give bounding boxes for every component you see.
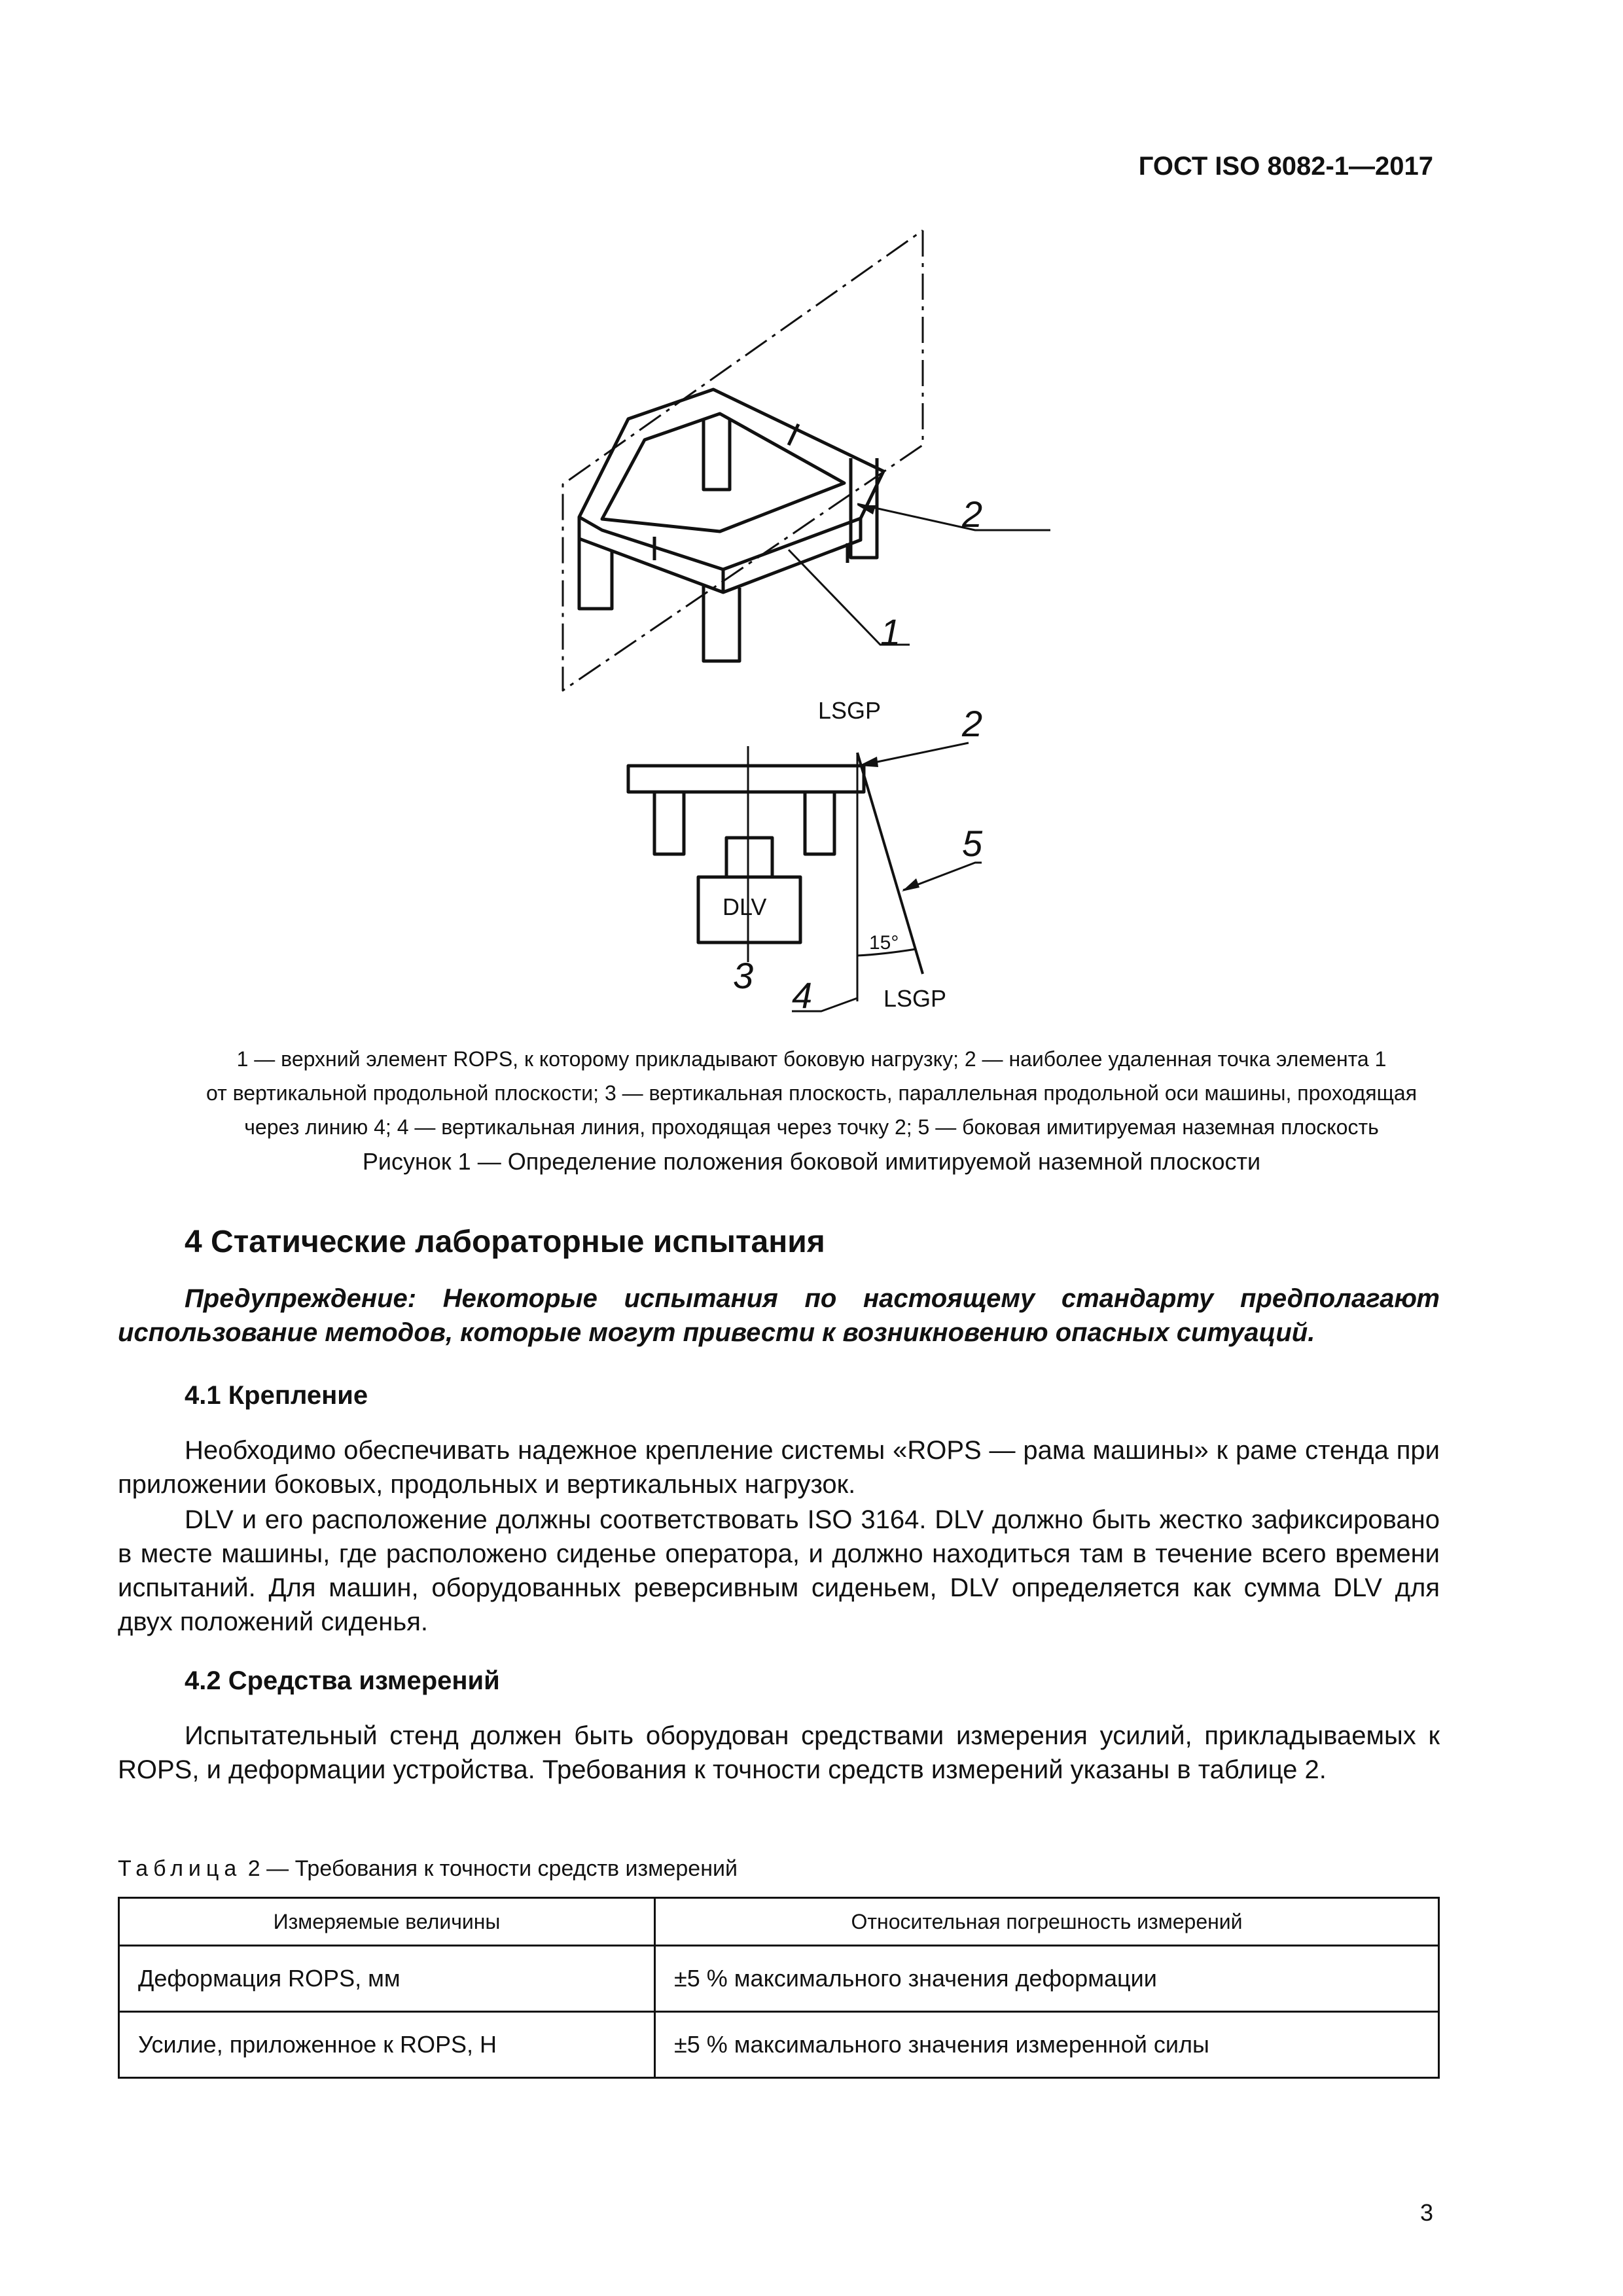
legend-line: через линию 4; 4 — вертикальная линия, проходящая через точку 2; 5 — боковая имитируемая наземная плоскость: [244, 1115, 1379, 1139]
table-header-row: [119, 1898, 1439, 1946]
figure-label-2-top: 2: [962, 493, 983, 535]
table-caption-label: Таблица: [118, 1856, 242, 1881]
table-caption-text: 2 — Требования к точности средств измерений: [247, 1856, 738, 1881]
warning-paragraph: Предупреждение: Некоторые испытания по настоящему стандарту предполагают использование методов, которые могут привести к возникновению опасных ситуаций.: [118, 1284, 1440, 1347]
figure-rops-diagram: [0, 0, 1623, 1034]
table-cell: Деформация ROPS, мм: [119, 1946, 655, 2012]
figure-label-3: 3: [733, 955, 754, 996]
figure-label-lsgp-bottom: LSGP: [883, 985, 947, 1012]
section-4-1-paragraph-2: DLV и его расположение должны соответствовать ISO 3164. DLV должно быть жестко зафиксировано в месте машины, где расположено сиденье оператора, и должно находиться там в течение всего времени испытаний. Для машин, оборудованных реверсивным сиденьем, DLV определяется как сумма DLV для двух положений сиденья.: [118, 1505, 1440, 1636]
figure-label-dlv: DLV: [722, 893, 767, 920]
section-4-1-title: 4.1 Крепление: [185, 1381, 368, 1410]
table-cell: Усилие, приложенное к ROPS, Н: [119, 2012, 655, 2078]
table-caption: [118, 1856, 738, 1882]
document-header: ГОСТ ISO 8082-1—2017: [1138, 152, 1433, 181]
figure-label-4: 4: [792, 975, 813, 1016]
table-row: [119, 1946, 1439, 2012]
figure-legend: [131, 1042, 1492, 1144]
table-cell: ±5 % максимального значения измеренной силы: [655, 2012, 1439, 2078]
table-header-cell: Измеряемые величины: [119, 1898, 655, 1946]
section-4-2-paragraph-1: Испытательный стенд должен быть оборудован средствами измерения усилий, прикладываемых к ROPS, и деформации устройства. Требования к точности средств измерений указаны в таблице 2.: [118, 1721, 1440, 1784]
page-number: 3: [1419, 2199, 1433, 2226]
section-4-title: 4 Статические лабораторные испытания: [185, 1225, 825, 1259]
figure-caption: Рисунок 1 — Определение положения боковой имитируемой наземной плоскости: [362, 1148, 1261, 1175]
figure-label-lsgp-top: LSGP: [818, 697, 882, 724]
legend-line: 1 — верхний элемент ROPS, к которому прикладывают боковую нагрузку; 2 — наиболее удаленная точка элемента 1: [236, 1047, 1387, 1071]
table-header-cell: Относительная погрешность измерений: [655, 1898, 1439, 1946]
legend-line: от вертикальной продольной плоскости; 3 — вертикальная плоскость, параллельная продольной оси машины, проходящая: [205, 1081, 1418, 1105]
figure-label-2-bottom: 2: [962, 703, 983, 744]
section-4-2-title: 4.2 Средства измерений: [185, 1666, 500, 1695]
figure-label-1: 1: [880, 611, 901, 653]
figure-label-5: 5: [962, 823, 983, 864]
section-4-1-paragraph-1: Необходимо обеспечивать надежное крепление системы «ROPS — рама машины» к раме стенда при приложении боковых, продольных и вертикальных нагрузок.: [118, 1436, 1440, 1499]
table-row: [119, 2012, 1439, 2078]
figure-label-angle: 15°: [869, 932, 899, 954]
accuracy-table: [118, 1897, 1440, 2079]
table-cell: ±5 % максимального значения деформации: [655, 1946, 1439, 2012]
